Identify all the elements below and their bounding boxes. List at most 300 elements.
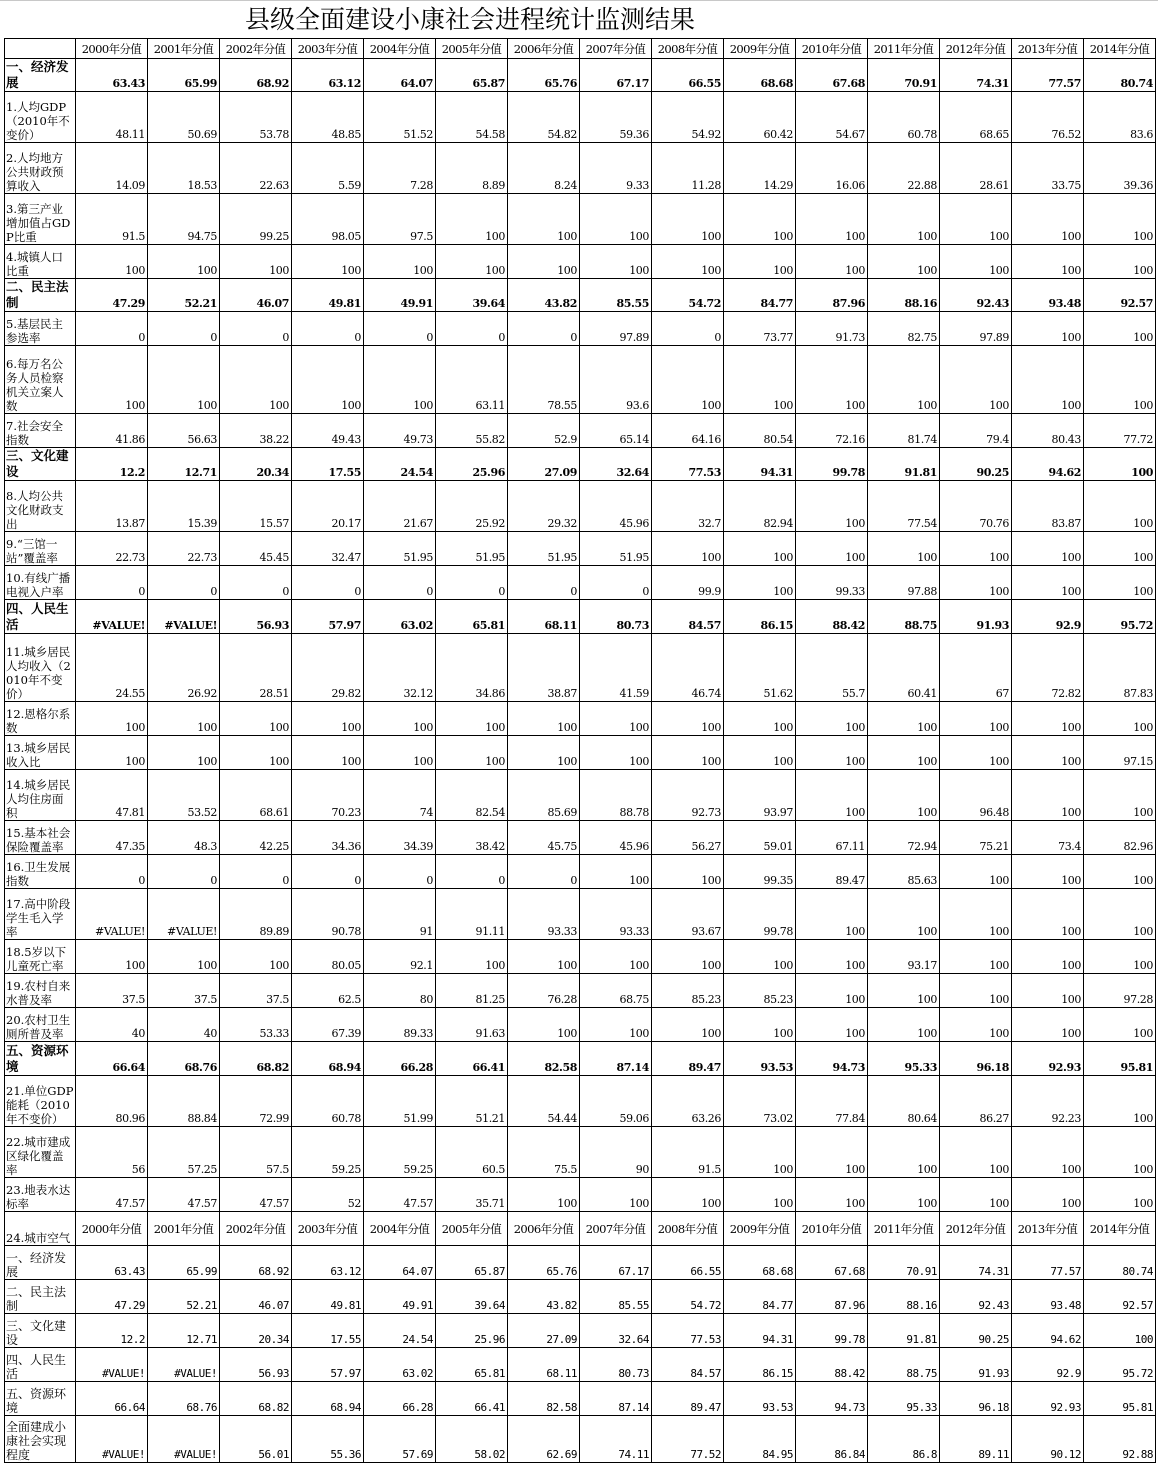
value-cell[interactable]: 27.09 [508, 1314, 580, 1348]
value-cell[interactable]: 77.84 [796, 1076, 868, 1127]
value-cell[interactable]: 0 [148, 566, 220, 600]
value-cell[interactable]: 54.72 [652, 1280, 724, 1314]
value-cell[interactable]: 94.62 [1012, 1314, 1084, 1348]
year-header-cell[interactable]: 2002年分值 [220, 39, 292, 59]
value-cell[interactable]: 85.23 [724, 974, 796, 1008]
year-header-cell[interactable]: 2004年分值 [364, 39, 436, 59]
value-cell[interactable]: 91.93 [940, 1348, 1012, 1382]
year-header-cell[interactable]: 2001年分值 [148, 1212, 220, 1246]
value-cell[interactable]: 100 [220, 245, 292, 279]
value-cell[interactable]: 80.74 [1084, 59, 1156, 92]
value-cell[interactable]: 100 [868, 1008, 940, 1042]
year-header-cell[interactable]: 2010年分值 [796, 39, 868, 59]
value-cell[interactable]: 0 [508, 566, 580, 600]
value-cell[interactable]: 92.73 [652, 770, 724, 821]
year-header-cell[interactable]: 2005年分值 [436, 1212, 508, 1246]
row-label-cell[interactable]: 2.人均地方公共财政预算收入 [5, 143, 76, 194]
value-cell[interactable]: 89.47 [652, 1042, 724, 1076]
value-cell[interactable]: 87.83 [1084, 634, 1156, 702]
value-cell[interactable]: 100 [724, 245, 796, 279]
value-cell[interactable]: 100 [652, 194, 724, 245]
value-cell[interactable]: 100 [796, 770, 868, 821]
row-label-cell[interactable]: 16.卫生发展指数 [5, 855, 76, 889]
value-cell[interactable]: 67.17 [580, 1246, 652, 1280]
value-cell[interactable]: 100 [796, 245, 868, 279]
value-cell[interactable]: 100 [868, 889, 940, 940]
value-cell[interactable]: 66.28 [364, 1042, 436, 1076]
value-cell[interactable]: #VALUE! [76, 889, 148, 940]
value-cell[interactable]: 95.72 [1084, 600, 1156, 634]
value-cell[interactable]: 100 [868, 1127, 940, 1178]
value-cell[interactable]: 39.36 [1084, 143, 1156, 194]
value-cell[interactable]: 100 [940, 346, 1012, 414]
row-label-cell[interactable]: 24.城市空气 [5, 1212, 76, 1246]
value-cell[interactable]: 85.55 [580, 1280, 652, 1314]
value-cell[interactable]: 94.73 [796, 1382, 868, 1416]
value-cell[interactable]: 100 [940, 532, 1012, 566]
value-cell[interactable]: 0 [364, 855, 436, 889]
value-cell[interactable]: #VALUE! [148, 1348, 220, 1382]
row-label-cell[interactable]: 全面建成小康社会实现程度 [5, 1416, 76, 1463]
row-label-cell[interactable]: 14.城乡居民人均住房面积 [5, 770, 76, 821]
value-cell[interactable]: 20.17 [292, 481, 364, 532]
value-cell[interactable]: 100 [1084, 1008, 1156, 1042]
row-label-cell[interactable]: 7.社会安全指数 [5, 414, 76, 448]
row-label-cell[interactable]: 二、民主法制 [5, 1280, 76, 1314]
value-cell[interactable]: 90.25 [940, 448, 1012, 481]
value-cell[interactable]: 93.48 [1012, 279, 1084, 312]
row-label-cell[interactable]: 二、民主法制 [5, 279, 76, 312]
value-cell[interactable]: 0 [364, 566, 436, 600]
value-cell[interactable]: 25.92 [436, 481, 508, 532]
value-cell[interactable]: 67.39 [292, 1008, 364, 1042]
value-cell[interactable]: 60.41 [868, 634, 940, 702]
value-cell[interactable]: 57.69 [364, 1416, 436, 1463]
value-cell[interactable]: 100 [1084, 770, 1156, 821]
value-cell[interactable]: 51.21 [436, 1076, 508, 1127]
value-cell[interactable]: 59.36 [580, 92, 652, 143]
value-cell[interactable]: 82.58 [508, 1042, 580, 1076]
value-cell[interactable]: 33.75 [1012, 143, 1084, 194]
value-cell[interactable]: 47.57 [76, 1178, 148, 1212]
value-cell[interactable]: 100 [1012, 1178, 1084, 1212]
value-cell[interactable]: 59.25 [292, 1127, 364, 1178]
value-cell[interactable]: 65.87 [436, 1246, 508, 1280]
value-cell[interactable]: 92.9 [1012, 1348, 1084, 1382]
value-cell[interactable]: 8.24 [508, 143, 580, 194]
value-cell[interactable]: 50.69 [148, 92, 220, 143]
value-cell[interactable]: 56.93 [220, 1348, 292, 1382]
value-cell[interactable]: 77.72 [1084, 414, 1156, 448]
value-cell[interactable]: 12.2 [76, 448, 148, 481]
value-cell[interactable]: 100 [1012, 1127, 1084, 1178]
value-cell[interactable]: 74.11 [580, 1416, 652, 1463]
value-cell[interactable]: 100 [508, 702, 580, 736]
value-cell[interactable]: 100 [580, 1008, 652, 1042]
value-cell[interactable]: 100 [1012, 532, 1084, 566]
value-cell[interactable]: 100 [580, 855, 652, 889]
value-cell[interactable]: 84.57 [652, 1348, 724, 1382]
value-cell[interactable]: 100 [580, 940, 652, 974]
value-cell[interactable]: 100 [508, 1008, 580, 1042]
value-cell[interactable]: 0 [220, 566, 292, 600]
value-cell[interactable]: 63.12 [292, 59, 364, 92]
value-cell[interactable]: 99.33 [796, 566, 868, 600]
value-cell[interactable]: 76.52 [1012, 92, 1084, 143]
value-cell[interactable]: 100 [724, 194, 796, 245]
value-cell[interactable]: 100 [940, 566, 1012, 600]
value-cell[interactable]: 95.33 [868, 1382, 940, 1416]
year-header-cell[interactable]: 2007年分值 [580, 1212, 652, 1246]
value-cell[interactable]: 64.07 [364, 1246, 436, 1280]
value-cell[interactable]: 100 [364, 245, 436, 279]
value-cell[interactable]: 73.4 [1012, 821, 1084, 855]
value-cell[interactable]: 100 [1012, 736, 1084, 770]
value-cell[interactable]: 0 [652, 312, 724, 346]
value-cell[interactable]: 43.82 [508, 279, 580, 312]
value-cell[interactable]: 68.92 [220, 1246, 292, 1280]
value-cell[interactable]: 68.94 [292, 1042, 364, 1076]
value-cell[interactable]: 100 [1084, 1178, 1156, 1212]
row-label-cell[interactable]: 9.“三馆一站”覆盖率 [5, 532, 76, 566]
value-cell[interactable]: 100 [868, 346, 940, 414]
value-cell[interactable]: 100 [652, 346, 724, 414]
value-cell[interactable]: 100 [220, 346, 292, 414]
value-cell[interactable]: 68.61 [220, 770, 292, 821]
value-cell[interactable]: 91.81 [868, 1314, 940, 1348]
value-cell[interactable]: 100 [796, 702, 868, 736]
value-cell[interactable]: 68.68 [724, 1246, 796, 1280]
value-cell[interactable]: 80.05 [292, 940, 364, 974]
value-cell[interactable]: 100 [796, 889, 868, 940]
value-cell[interactable]: 15.39 [148, 481, 220, 532]
value-cell[interactable]: 22.63 [220, 143, 292, 194]
value-cell[interactable]: 65.87 [436, 59, 508, 92]
value-cell[interactable]: 53.33 [220, 1008, 292, 1042]
value-cell[interactable]: 100 [580, 702, 652, 736]
value-cell[interactable]: 67 [940, 634, 1012, 702]
value-cell[interactable]: 51.95 [508, 532, 580, 566]
value-cell[interactable]: 49.81 [292, 1280, 364, 1314]
value-cell[interactable]: 68.82 [220, 1382, 292, 1416]
value-cell[interactable]: 63.11 [436, 346, 508, 414]
value-cell[interactable]: 100 [940, 1178, 1012, 1212]
value-cell[interactable]: 51.52 [364, 92, 436, 143]
value-cell[interactable]: 100 [652, 702, 724, 736]
row-label-cell[interactable]: 20.农村卫生厕所普及率 [5, 1008, 76, 1042]
value-cell[interactable]: 85.63 [868, 855, 940, 889]
value-cell[interactable]: 13.87 [76, 481, 148, 532]
value-cell[interactable]: 100 [508, 194, 580, 245]
value-cell[interactable]: 72.82 [1012, 634, 1084, 702]
value-cell[interactable]: 65.76 [508, 1246, 580, 1280]
value-cell[interactable]: 99.25 [220, 194, 292, 245]
value-cell[interactable]: 32.12 [364, 634, 436, 702]
value-cell[interactable]: 51.62 [724, 634, 796, 702]
value-cell[interactable]: 15.57 [220, 481, 292, 532]
value-cell[interactable]: 89.47 [796, 855, 868, 889]
value-cell[interactable]: 96.48 [940, 770, 1012, 821]
value-cell[interactable]: 86.8 [868, 1416, 940, 1463]
value-cell[interactable]: 57.25 [148, 1127, 220, 1178]
value-cell[interactable]: 80.96 [76, 1076, 148, 1127]
value-cell[interactable]: 35.71 [436, 1178, 508, 1212]
value-cell[interactable]: 20.34 [220, 448, 292, 481]
value-cell[interactable]: 16.06 [796, 143, 868, 194]
value-cell[interactable]: 97.88 [868, 566, 940, 600]
value-cell[interactable]: 37.5 [148, 974, 220, 1008]
value-cell[interactable]: 100 [76, 346, 148, 414]
value-cell[interactable]: 79.4 [940, 414, 1012, 448]
value-cell[interactable]: 28.61 [940, 143, 1012, 194]
value-cell[interactable]: 100 [940, 245, 1012, 279]
value-cell[interactable]: 59.01 [724, 821, 796, 855]
value-cell[interactable]: 37.5 [220, 974, 292, 1008]
value-cell[interactable]: 77.54 [868, 481, 940, 532]
value-cell[interactable]: 24.55 [76, 634, 148, 702]
value-cell[interactable]: 93.6 [580, 346, 652, 414]
value-cell[interactable]: 56.63 [148, 414, 220, 448]
value-cell[interactable]: 77.52 [652, 1416, 724, 1463]
row-label-cell[interactable]: 三、文化建设 [5, 1314, 76, 1348]
value-cell[interactable]: 100 [796, 940, 868, 974]
year-header-cell[interactable]: 2003年分值 [292, 1212, 364, 1246]
value-cell[interactable]: 56 [76, 1127, 148, 1178]
year-header-cell[interactable]: 2003年分值 [292, 39, 364, 59]
value-cell[interactable]: 54.58 [436, 92, 508, 143]
value-cell[interactable]: 96.18 [940, 1382, 1012, 1416]
value-cell[interactable]: 91.63 [436, 1008, 508, 1042]
value-cell[interactable]: 86.84 [796, 1416, 868, 1463]
row-label-cell[interactable]: 8.人均公共文化财政支出 [5, 481, 76, 532]
value-cell[interactable]: 39.64 [436, 279, 508, 312]
value-cell[interactable]: 100 [868, 245, 940, 279]
value-cell[interactable]: 32.64 [580, 1314, 652, 1348]
row-label-cell[interactable]: 五、资源环境 [5, 1042, 76, 1076]
year-header-cell[interactable]: 2005年分值 [436, 39, 508, 59]
value-cell[interactable]: 62.69 [508, 1416, 580, 1463]
value-cell[interactable]: 100 [292, 346, 364, 414]
value-cell[interactable]: 47.57 [364, 1178, 436, 1212]
value-cell[interactable]: 100 [220, 702, 292, 736]
value-cell[interactable]: #VALUE! [148, 600, 220, 634]
value-cell[interactable]: 100 [220, 736, 292, 770]
value-cell[interactable]: 68.65 [940, 92, 1012, 143]
value-cell[interactable]: 51.95 [580, 532, 652, 566]
value-cell[interactable]: 38.87 [508, 634, 580, 702]
value-cell[interactable]: 100 [436, 702, 508, 736]
value-cell[interactable]: 90.25 [940, 1314, 1012, 1348]
value-cell[interactable]: 100 [940, 736, 1012, 770]
value-cell[interactable]: 80.54 [724, 414, 796, 448]
value-cell[interactable]: 47.29 [76, 1280, 148, 1314]
value-cell[interactable]: 100 [1084, 889, 1156, 940]
value-cell[interactable]: 47.81 [76, 770, 148, 821]
value-cell[interactable]: 63.43 [76, 59, 148, 92]
value-cell[interactable]: 12.71 [148, 448, 220, 481]
row-label-cell[interactable]: 4.城镇人口比重 [5, 245, 76, 279]
value-cell[interactable]: 68.92 [220, 59, 292, 92]
value-cell[interactable]: 45.75 [508, 821, 580, 855]
value-cell[interactable]: 72.16 [796, 414, 868, 448]
value-cell[interactable]: 11.28 [652, 143, 724, 194]
value-cell[interactable]: 47.35 [76, 821, 148, 855]
value-cell[interactable]: 65.81 [436, 1348, 508, 1382]
value-cell[interactable]: 89.33 [364, 1008, 436, 1042]
value-cell[interactable]: 95.81 [1084, 1042, 1156, 1076]
value-cell[interactable]: 100 [508, 940, 580, 974]
value-cell[interactable]: 68.11 [508, 1348, 580, 1382]
value-cell[interactable]: 9.33 [580, 143, 652, 194]
value-cell[interactable]: 100 [940, 1127, 1012, 1178]
value-cell[interactable]: 100 [1084, 194, 1156, 245]
value-cell[interactable]: 91.93 [940, 600, 1012, 634]
year-header-cell[interactable]: 2000年分值 [76, 1212, 148, 1246]
row-label-cell[interactable]: 一、经济发展 [5, 59, 76, 92]
value-cell[interactable]: 65.14 [580, 414, 652, 448]
year-header-cell[interactable]: 2000年分值 [76, 39, 148, 59]
value-cell[interactable]: 54.72 [652, 279, 724, 312]
value-cell[interactable]: 100 [1084, 481, 1156, 532]
value-cell[interactable]: 45.96 [580, 481, 652, 532]
year-header-cell[interactable]: 2011年分值 [868, 1212, 940, 1246]
corner-cell[interactable] [5, 39, 76, 59]
value-cell[interactable]: 100 [1012, 974, 1084, 1008]
value-cell[interactable]: 54.82 [508, 92, 580, 143]
value-cell[interactable]: 24.54 [364, 1314, 436, 1348]
value-cell[interactable]: 58.02 [436, 1416, 508, 1463]
value-cell[interactable]: 92.93 [1012, 1382, 1084, 1416]
value-cell[interactable]: 80.74 [1084, 1246, 1156, 1280]
value-cell[interactable]: 100 [796, 1008, 868, 1042]
year-header-cell[interactable]: 2014年分值 [1084, 39, 1156, 59]
value-cell[interactable]: 82.75 [868, 312, 940, 346]
value-cell[interactable]: 66.55 [652, 59, 724, 92]
year-header-cell[interactable]: 2010年分值 [796, 1212, 868, 1246]
value-cell[interactable]: 80 [364, 974, 436, 1008]
value-cell[interactable]: 99.9 [652, 566, 724, 600]
value-cell[interactable]: 88.16 [868, 279, 940, 312]
value-cell[interactable]: 100 [940, 1008, 1012, 1042]
value-cell[interactable]: 82.94 [724, 481, 796, 532]
value-cell[interactable]: 68.68 [724, 59, 796, 92]
value-cell[interactable]: 98.05 [292, 194, 364, 245]
value-cell[interactable]: 77.53 [652, 448, 724, 481]
value-cell[interactable]: 84.77 [724, 279, 796, 312]
value-cell[interactable]: 92.88 [1084, 1416, 1156, 1463]
value-cell[interactable]: 100 [508, 245, 580, 279]
value-cell[interactable]: 100 [868, 702, 940, 736]
value-cell[interactable]: 100 [1084, 1127, 1156, 1178]
value-cell[interactable]: 100 [652, 245, 724, 279]
value-cell[interactable]: 67.68 [796, 1246, 868, 1280]
value-cell[interactable]: 80.43 [1012, 414, 1084, 448]
value-cell[interactable]: 82.54 [436, 770, 508, 821]
value-cell[interactable]: 100 [652, 1178, 724, 1212]
value-cell[interactable]: 63.43 [76, 1246, 148, 1280]
value-cell[interactable]: 66.41 [436, 1042, 508, 1076]
value-cell[interactable]: 12.2 [76, 1314, 148, 1348]
value-cell[interactable]: 0 [220, 312, 292, 346]
value-cell[interactable]: 100 [76, 245, 148, 279]
value-cell[interactable]: 92.57 [1084, 1280, 1156, 1314]
value-cell[interactable]: 39.64 [436, 1280, 508, 1314]
value-cell[interactable]: 93.53 [724, 1042, 796, 1076]
value-cell[interactable]: 0 [220, 855, 292, 889]
value-cell[interactable]: 70.76 [940, 481, 1012, 532]
value-cell[interactable]: 29.82 [292, 634, 364, 702]
value-cell[interactable]: 100 [796, 736, 868, 770]
row-label-cell[interactable]: 五、资源环境 [5, 1382, 76, 1416]
value-cell[interactable]: 65.99 [148, 1246, 220, 1280]
value-cell[interactable]: 46.74 [652, 634, 724, 702]
value-cell[interactable]: 0 [292, 855, 364, 889]
value-cell[interactable]: 92.9 [1012, 600, 1084, 634]
value-cell[interactable]: 93.53 [724, 1382, 796, 1416]
value-cell[interactable]: 100 [1012, 855, 1084, 889]
value-cell[interactable]: 100 [364, 346, 436, 414]
value-cell[interactable]: 100 [76, 702, 148, 736]
value-cell[interactable]: 84.95 [724, 1416, 796, 1463]
value-cell[interactable]: 100 [652, 940, 724, 974]
value-cell[interactable]: 91 [364, 889, 436, 940]
value-cell[interactable]: 86.27 [940, 1076, 1012, 1127]
value-cell[interactable]: 90.12 [1012, 1416, 1084, 1463]
value-cell[interactable]: 14.29 [724, 143, 796, 194]
value-cell[interactable]: 38.42 [436, 821, 508, 855]
value-cell[interactable]: 85.23 [652, 974, 724, 1008]
value-cell[interactable]: 68.76 [148, 1042, 220, 1076]
value-cell[interactable]: 100 [940, 702, 1012, 736]
value-cell[interactable]: 87.14 [580, 1382, 652, 1416]
value-cell[interactable]: 100 [76, 940, 148, 974]
value-cell[interactable]: 100 [1012, 194, 1084, 245]
value-cell[interactable]: 100 [796, 1178, 868, 1212]
value-cell[interactable]: 0 [76, 855, 148, 889]
value-cell[interactable]: 60.5 [436, 1127, 508, 1178]
value-cell[interactable]: 77.57 [1012, 1246, 1084, 1280]
year-header-cell[interactable]: 2006年分值 [508, 39, 580, 59]
value-cell[interactable]: 100 [1084, 1314, 1156, 1348]
value-cell[interactable]: 32.47 [292, 532, 364, 566]
value-cell[interactable]: 22.73 [76, 532, 148, 566]
value-cell[interactable]: 97.15 [1084, 736, 1156, 770]
value-cell[interactable]: 62.5 [292, 974, 364, 1008]
value-cell[interactable]: 49.81 [292, 279, 364, 312]
value-cell[interactable]: 52 [292, 1178, 364, 1212]
year-header-cell[interactable]: 2008年分值 [652, 1212, 724, 1246]
value-cell[interactable]: 100 [1012, 245, 1084, 279]
value-cell[interactable]: 100 [868, 770, 940, 821]
value-cell[interactable]: 74 [364, 770, 436, 821]
value-cell[interactable]: 100 [652, 736, 724, 770]
value-cell[interactable]: 17.55 [292, 1314, 364, 1348]
value-cell[interactable]: 96.18 [940, 1042, 1012, 1076]
value-cell[interactable]: 24.54 [364, 448, 436, 481]
value-cell[interactable]: 100 [1084, 532, 1156, 566]
value-cell[interactable]: 77.53 [652, 1314, 724, 1348]
value-cell[interactable]: 68.11 [508, 600, 580, 634]
value-cell[interactable]: #VALUE! [76, 600, 148, 634]
year-header-cell[interactable]: 2001年分值 [148, 39, 220, 59]
value-cell[interactable]: 52.21 [148, 1280, 220, 1314]
value-cell[interactable]: 48.11 [76, 92, 148, 143]
value-cell[interactable]: 100 [220, 940, 292, 974]
value-cell[interactable]: 45.45 [220, 532, 292, 566]
value-cell[interactable]: 100 [148, 736, 220, 770]
value-cell[interactable]: 25.96 [436, 448, 508, 481]
value-cell[interactable]: 0 [436, 566, 508, 600]
